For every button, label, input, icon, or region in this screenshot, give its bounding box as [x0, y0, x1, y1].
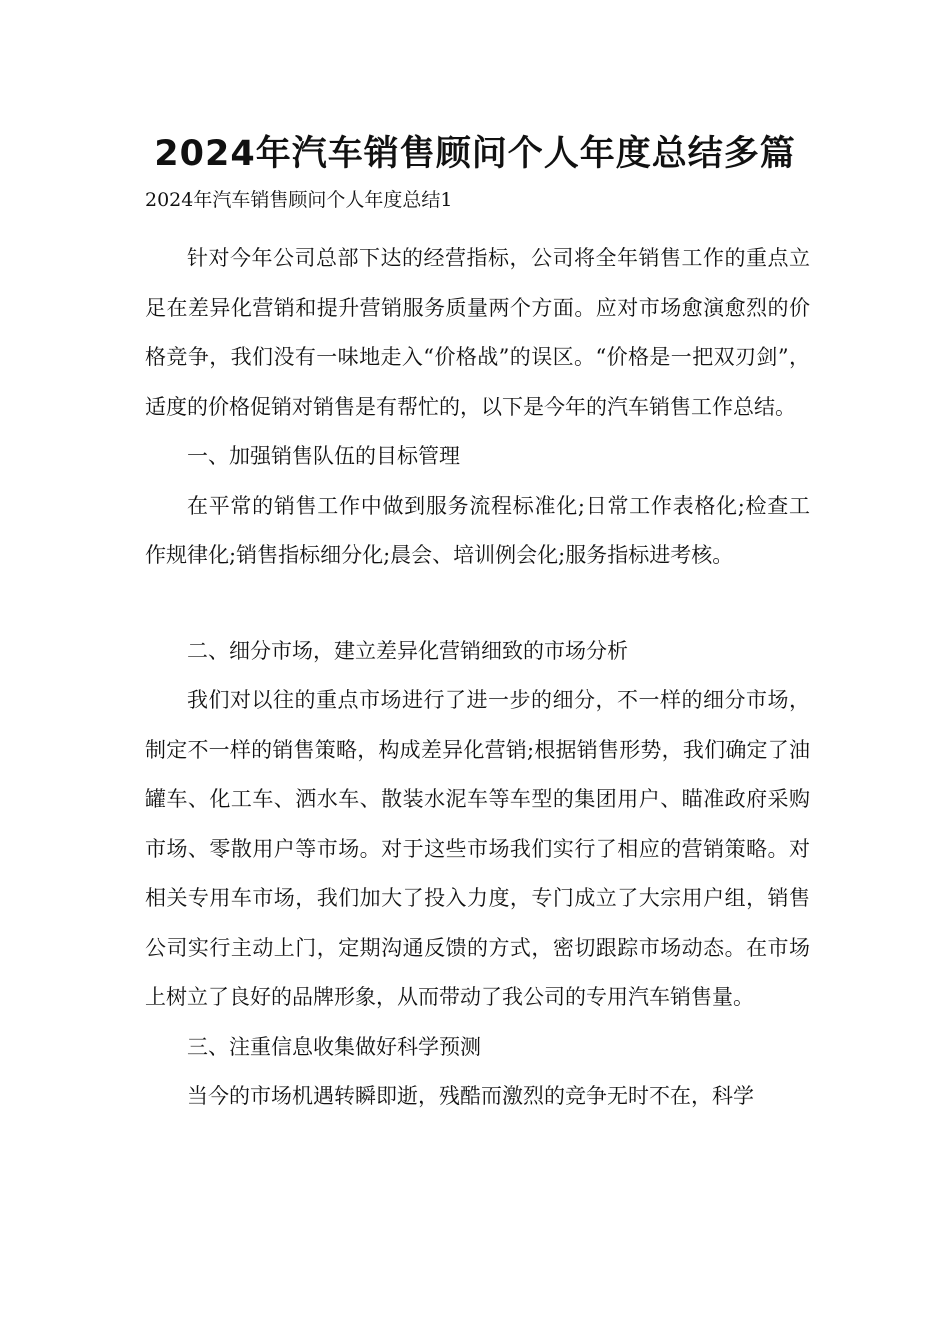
section-paragraph-3: 当今的市场机遇转瞬即逝，残酷而激烈的竞争无时不在，科学: [187, 1084, 754, 1108]
section-heading-3: 三、注重信息收集做好科学预测: [187, 1034, 481, 1059]
section-paragraph-2: 我们对以往的重点市场进行了进一步的细分，不一样的细分市场，制定不一样的销售策略，构成差异化营销;根据销售形势，我们确定了油罐车、化工车、洒水车、散装水泥车等车型的集团用户、瞄准政府采购市场、零散用户等市场。对于这些市场我们实行了相应的营销策略。对相关专用车市场，我们加大了投入力度，专门成立了大宗用户组，销售公司实行主动上门，定期沟通反馈的方式，密切跟踪市场动态。在市场上树立了良好的品牌形象，从而带动了我公司的专用汽车销售量。: [145, 688, 810, 1009]
document-title: 2024年汽车销售顾问个人年度总结多篇: [154, 134, 796, 174]
document-body: [145, 234, 810, 1122]
paragraph-spacer: [145, 581, 810, 627]
document-subtitle: 2024年汽车销售顾问个人年度总结1: [145, 189, 453, 211]
section-paragraph-1: 在平常的销售工作中做到服务流程标准化;日常工作表格化;检查工作规律化;销售指标细分化;晨会、培训例会化;服务指标进考核。: [145, 493, 810, 567]
intro-paragraph: 针对今年公司总部下达的经营指标，公司将全年销售工作的重点立足在差异化营销和提升营销服务质量两个方面。应对市场愈演愈烈的价格竞争，我们没有一味地走入“价格战”的误区。“价格是一把双刃剑”，适度的价格促销对销售是有帮忙的，以下是今年的汽车销售工作总结。: [145, 246, 810, 419]
section-heading-1: 一、加强销售队伍的目标管理: [187, 444, 460, 468]
section-heading-2: 二、细分市场，建立差异化营销细致的市场分析: [187, 638, 628, 663]
